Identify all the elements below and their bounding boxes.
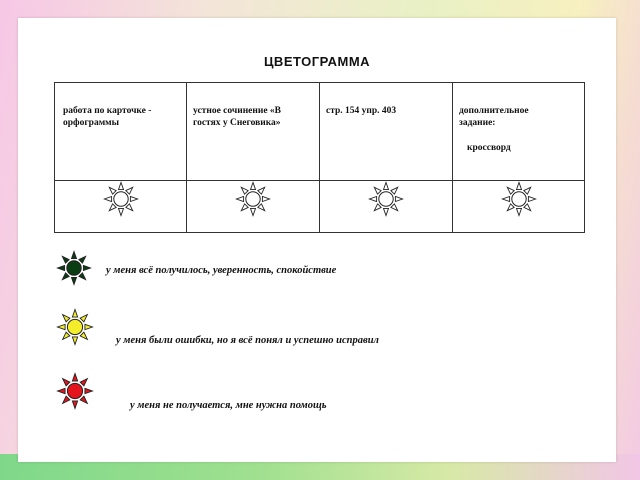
sun-outline-icon bbox=[368, 181, 404, 220]
table-cell-sun-1[interactable] bbox=[55, 181, 187, 233]
yellow-sun-icon bbox=[56, 308, 94, 350]
table-cell-sun-3[interactable] bbox=[320, 181, 453, 233]
document-sheet bbox=[18, 18, 616, 462]
legend-item-corrected bbox=[56, 308, 379, 350]
table-cell-task-2 bbox=[187, 83, 320, 181]
task-3-line-1: стр. 154 упр. 403 bbox=[326, 106, 397, 116]
table-cell-task-4 bbox=[453, 83, 585, 181]
legend-text-corrected: у меня были ошибки, но я всё понял и успешно исправил bbox=[116, 334, 379, 346]
task-4-line-1: дополнительное bbox=[459, 106, 529, 116]
legend-text-success: у меня всё получилось, уверенность, спокойствие bbox=[106, 264, 337, 276]
table-sun-row bbox=[55, 181, 585, 233]
task-4-extra: кроссворд bbox=[467, 143, 511, 153]
legend-text-help: у меня не получается, мне нужна помощь bbox=[130, 399, 327, 411]
green-sun-icon bbox=[56, 250, 92, 290]
legend-item-success bbox=[56, 250, 336, 290]
red-sun-icon bbox=[56, 372, 94, 414]
sun-outline-icon bbox=[103, 181, 139, 220]
task-2-line-2: гостях у Снеговика» bbox=[193, 118, 281, 128]
task-1-line-1: работа по карточке - bbox=[63, 106, 152, 116]
task-4-line-2: задание: bbox=[459, 118, 496, 128]
sun-outline-icon bbox=[501, 181, 537, 220]
task-1-line-2: орфограммы bbox=[63, 118, 120, 128]
table-cell-task-1 bbox=[55, 83, 187, 181]
table-header-row bbox=[55, 83, 585, 181]
sun-outline-icon bbox=[235, 181, 271, 220]
table-cell-sun-2[interactable] bbox=[187, 181, 320, 233]
color-chart-table bbox=[54, 82, 585, 233]
legend-item-help bbox=[56, 372, 327, 414]
table-cell-task-3 bbox=[320, 83, 453, 181]
task-2-line-1: устное сочинение «В bbox=[193, 106, 282, 116]
table-cell-sun-4[interactable] bbox=[453, 181, 585, 233]
page-title: ЦВЕТОГРАММА bbox=[263, 54, 371, 69]
